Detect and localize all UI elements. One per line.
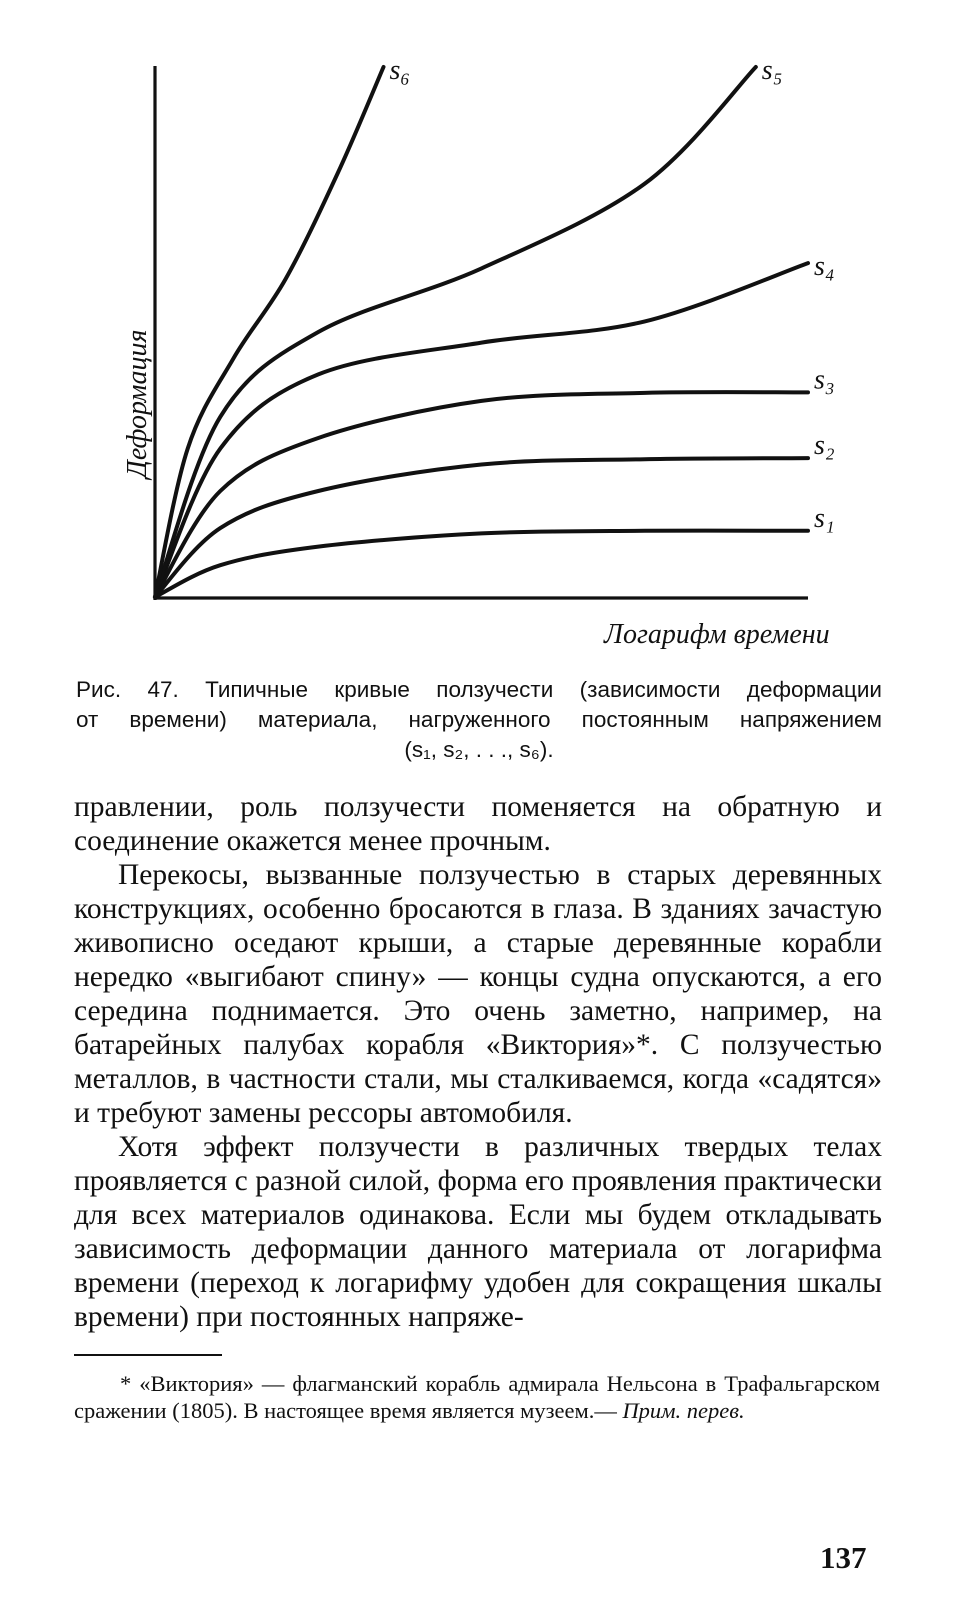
figure-caption bbox=[76, 675, 882, 765]
y-axis-label: Деформация bbox=[122, 329, 153, 478]
curve-label-s4: s₄ bbox=[814, 251, 835, 283]
paragraph-3: Хотя эффект ползучести в различных твердых телах проявляется с разной силой, форма его проявления практически для всех материалов одинакова. Если мы будем откладывать зависимость деформации данного материала от логарифма времени (переход к логарифму удобен для сокращения шкалы времени) при постоянных напряже- bbox=[74, 1131, 882, 1333]
footnote bbox=[74, 1370, 880, 1424]
footnote-rule bbox=[74, 1354, 222, 1356]
paragraph-1: правлении, роль ползучести поменяется на обратную и соединение окажется менее прочным. bbox=[74, 791, 882, 857]
paragraph-2: Перекосы, вызванные ползучестью в старых деревянных конструкциях, особенно бросаются в глаза. В зданиях зачастую живописно оседают крыши, а старые деревянные корабли нередко «выгибают спину» — концы судна опускаются, а его середина поднимается. Это очень заметно, например, на батарейных палубах корабля «Виктория»*. С ползучестью металлов, в частности стали, мы сталкиваемся, когда «садятся» и требуют замены рессоры автомобиля. bbox=[74, 859, 882, 1129]
body-text bbox=[74, 790, 882, 1334]
caption-line-3: (s₁, s₂, . . ., s₆). bbox=[404, 737, 554, 762]
footnote-note: Прим. перев. bbox=[622, 1398, 745, 1423]
footnote-text: * «Виктория» — флагманский корабль адмирала Нельсона в Трафальгарском сражении (1805). В настоящее время является музеем.— bbox=[74, 1371, 880, 1423]
curve-label-s3: s₃ bbox=[814, 364, 835, 396]
curve-s1 bbox=[155, 531, 808, 597]
caption-line-1: Рис. 47. Типичные кривые ползучести (зависимости деформации bbox=[76, 677, 882, 702]
curve-s5 bbox=[155, 67, 756, 597]
x-axis-label: Логарифм времени bbox=[604, 619, 830, 650]
curve-s3 bbox=[155, 392, 808, 597]
curve-label-s2: s₂ bbox=[814, 430, 835, 462]
curve-label-s6: s₆ bbox=[389, 55, 411, 86]
curve-s4 bbox=[155, 263, 808, 597]
creep-curves-figure bbox=[0, 0, 968, 660]
curve-s6 bbox=[155, 67, 384, 597]
curve-labels-group bbox=[390, 55, 835, 534]
curves-group bbox=[155, 67, 808, 597]
creep-curves-chart bbox=[0, 0, 968, 660]
caption-line-2: от времени) материала, нагруженного постоянным напряжением bbox=[76, 707, 882, 732]
curve-label-s1: s₁ bbox=[814, 502, 835, 534]
curve-label-s5: s₅ bbox=[761, 55, 783, 86]
page-number: 137 bbox=[820, 1540, 867, 1575]
curve-s2 bbox=[155, 458, 808, 597]
